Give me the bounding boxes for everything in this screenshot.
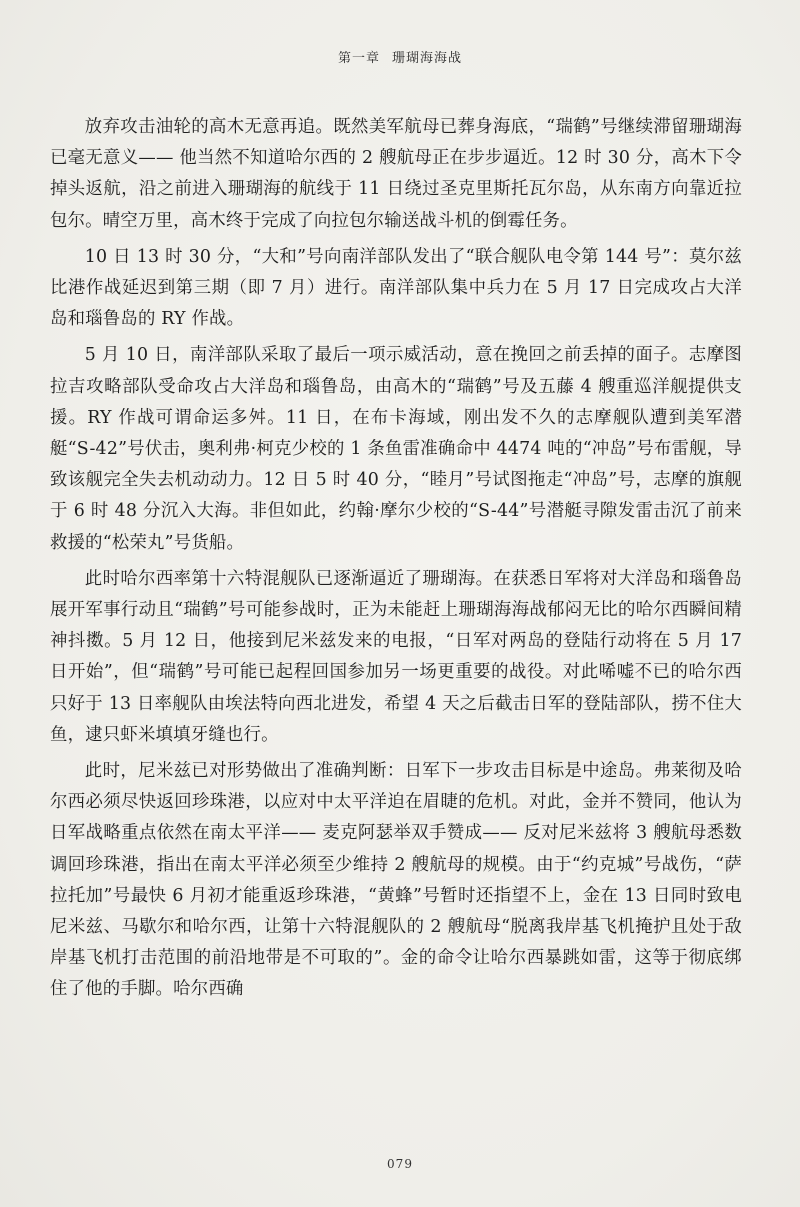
chapter-title: 珊瑚海海战 bbox=[392, 51, 463, 66]
paragraph: 放弃攻击油轮的高木无意再追。既然美军航母已葬身海底，“瑞鹤”号继续滞留珊瑚海已毫无意义—— 他当然不知道哈尔西的 2 艘航母正在步步逼近。12 时 30 分，高木下令掉头返航，沿之前进入珊瑚海的航线于 11 日绕过圣克里斯托瓦尔岛，从东南方向靠近拉包尔。晴空万里，高木终于完成了向拉包尔输送战斗机的倒霉任务。 bbox=[50, 117, 742, 231]
chapter-label: 第一章 bbox=[337, 51, 380, 66]
body-text bbox=[50, 112, 742, 1011]
page-number: 079 bbox=[387, 1157, 413, 1171]
paragraph: 此时哈尔西率第十六特混舰队已逐渐逼近了珊瑚海。在获悉日军将对大洋岛和瑙鲁岛展开军事行动且“瑞鹤”号可能参战时，正为未能赶上珊瑚海海战郁闷无比的哈尔西瞬间精神抖擞。5 月 12 日，他接到尼米兹发来的电报，“日军对两岛的登陆行动将在 5 月 17 日开始”，但“瑞鹤”号可能已起程回国参加另一场更重要的战役。对此唏嘘不已的哈尔西只好于 13 日率舰队由埃法特向西北进发，希望 4 天之后截击日军的登陆部队，捞不住大鱼，逮只虾米填填牙缝也行。 bbox=[50, 568, 742, 745]
paragraph: 10 日 13 时 30 分，“大和”号向南洋部队发出了“联合舰队电令第 144 号”：莫尔兹比港作战延迟到第三期（即 7 月）进行。南洋部队集中兵力在 5 月 17 日完成攻占大洋岛和瑙鲁岛的 RY 作战。 bbox=[50, 246, 742, 330]
paragraph: 5 月 10 日，南洋部队采取了最后一项示威活动，意在挽回之前丢掉的面子。志摩图拉吉攻略部队受命攻占大洋岛和瑙鲁岛，由高木的“瑞鹤”号及五藤 4 艘重巡洋舰提供支援。RY 作战可谓命运多舛。11 日，在布卡海域，刚出发不久的志摩舰队遭到美军潜艇“S-42”号伏击，奥利弗·柯克少校的 1 条鱼雷准确命中 4474 吨的“冲岛”号布雷舰，导致该舰完全失去机动动力。12 日 5 时 40 分，“睦月”号试图拖走“冲岛”号，志摩的旗舰于 6 时 48 分沉入大海。非但如此，约翰·摩尔少校的“S-44”号潜艇寻隙发雷击沉了前来救援的“松荣丸”号货船。 bbox=[50, 345, 742, 553]
running-head bbox=[0, 47, 800, 66]
paragraph: 此时，尼米兹已对形势做出了准确判断：日军下一步攻击目标是中途岛。弗莱彻及哈尔西必须尽快返回珍珠港，以应对中太平洋迫在眉睫的危机。对此，金并不赞同，他认为日军战略重点依然在南太平洋—— 麦克阿瑟举双手赞成—— 反对尼米兹将 3 艘航母悉数调回珍珠港，指出在南太平洋必须至少维持 2 艘航母的规模。由于“约克城”号战伤，“萨拉托加”号最快 6 月初才能重返珍珠港，“黄蜂”号暂时还指望不上，金在 13 日同时致电尼米兹、马歇尔和哈尔西，让第十六特混舰队的 2 艘航母“脱离我岸基飞机掩护且处于敌岸基飞机打击范围的前沿地带是不可取的”。金的命令让哈尔西暴跳如雷，这等于彻底绑住了他的手脚。哈尔西确 bbox=[50, 761, 742, 1000]
